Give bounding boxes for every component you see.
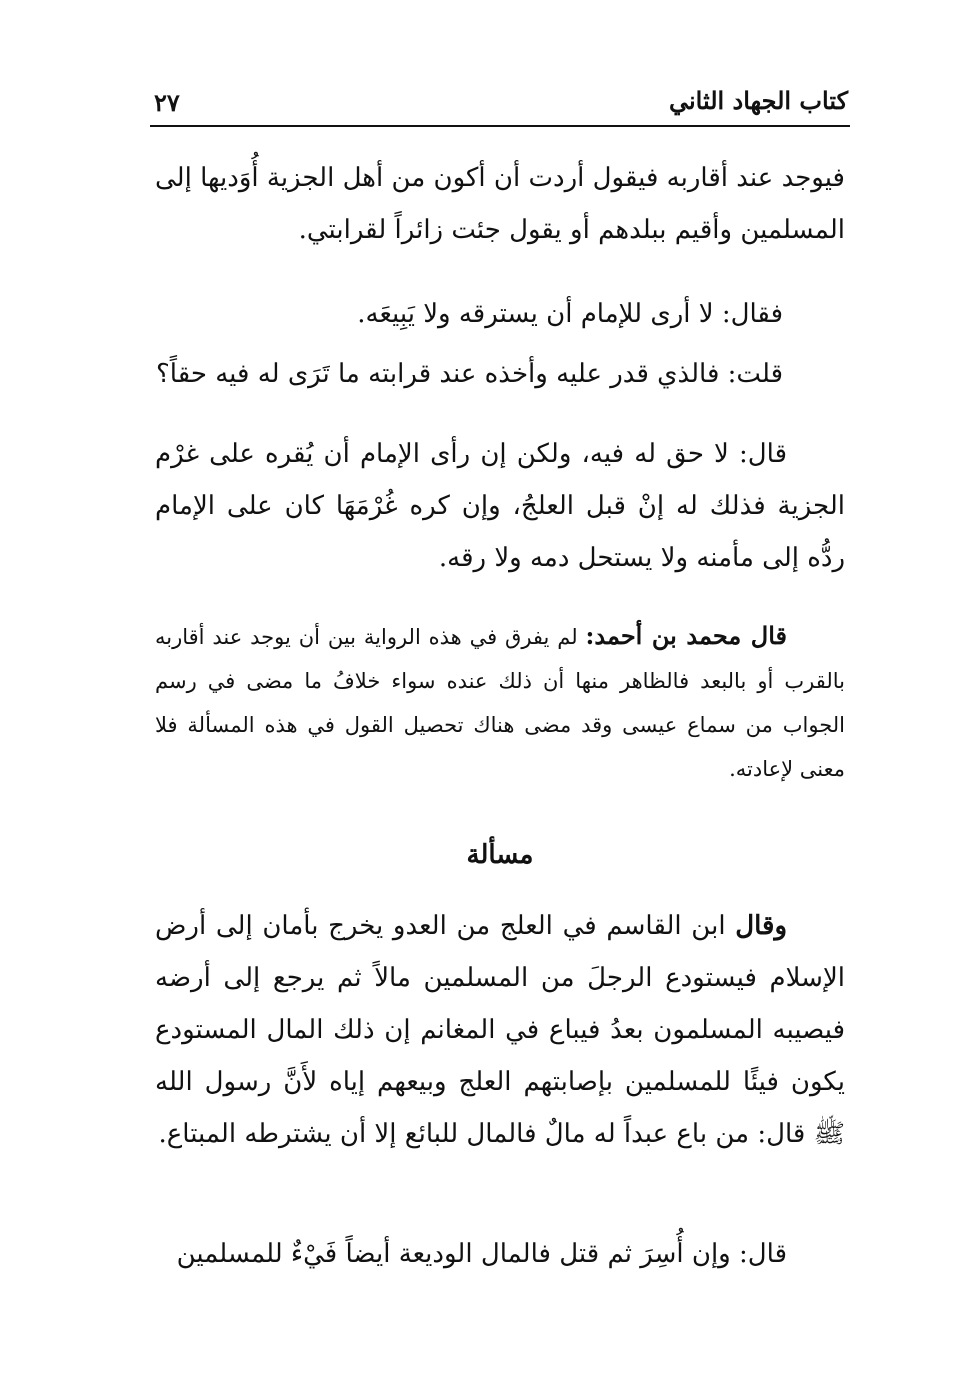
- section-heading: مسألة: [466, 840, 534, 870]
- header-rule: [150, 125, 850, 127]
- paragraph-3: قلت: فالذي قدر عليه وأخذه عند قرابته ما تَرَى له فيه حقاً؟: [156, 359, 783, 389]
- paragraph-1: فيوجد عند أقاربه فيقول أردت أن أكون من أهل الجزية أُوَديها إلى المسلمين وأقيم ببلدهم أو يقول جئت زائراً لقرابتي.: [155, 163, 845, 245]
- page-number: ٢٧: [154, 88, 180, 117]
- paragraph-6-body: ابن القاسم في العلج من العدو يخرج بأمان إلى أرض الإسلام فيستودع الرجلَ من المسلمين مالاً ثم يرجع إلى أرضه فيصيبه المسلمون بعدُ فيباع في المغانم إن ذلك المال المستودع يكون فيئًا للمسلمين بإصابتهم العلج وبيعهم إياه لأَنَّ رسول الله ﷺ قال: من باع عبداً له مالٌ فالمال للبائع إلا أن يشترطه المبتاع.: [155, 911, 845, 1149]
- paragraph-6: [155, 900, 845, 1160]
- book-title: كتاب الجهاد الثاني: [668, 86, 848, 115]
- running-header: [150, 78, 850, 128]
- paragraph-2: فقال: لا أرى للإمام أن يسترقه ولا يَبِيعَه.: [357, 299, 783, 329]
- paragraph-7: قال: وإن أُسِرَ ثم قتل فالمال الوديعة أيضاً فَيْءٌ للمسلمين: [176, 1239, 787, 1269]
- paragraph-6-lead: وقال: [735, 911, 788, 941]
- paragraph-4: قال: لا حق له فيه، ولكن إن رأى الإمام أن يُقره على غرْم الجزية فذلك له إنْ قبل العلجُ، وإن كره غُرْمَهَا كان على الإمام ردُّه إلى مأمنه ولا يستحل دمه ولا رقه.: [155, 439, 845, 573]
- commentary-paragraph: [155, 614, 845, 791]
- commentary-body: لم يفرق في هذه الرواية بين أن يوجد عند أقاربه بالقرب أو بالبعد فالظاهر منها أن ذلك عنده سواء خلافُ ما مضى في رسم الجواب من سماع عيسى وقد مضى هناك تحصيل القول في هذه المسألة فلا معنى لإعادته.: [155, 625, 845, 781]
- commentary-lead: قال محمد بن أحمد:: [585, 621, 787, 650]
